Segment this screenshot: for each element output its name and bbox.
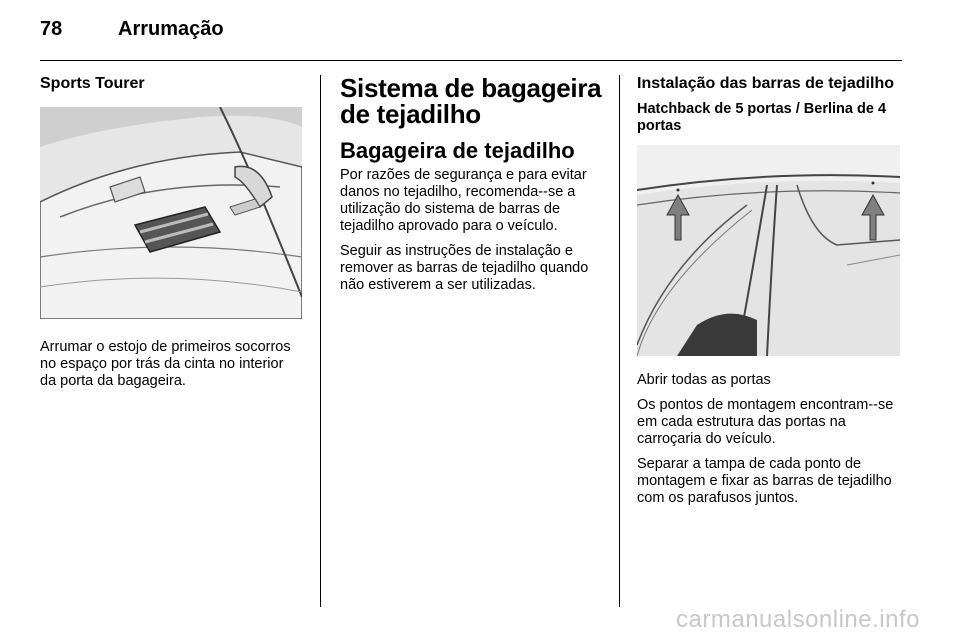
section-title: Arrumação <box>118 18 224 40</box>
roof-mount-illustration <box>637 145 900 356</box>
paragraph: Seguir as instruções de instalação e remover as barras de tejadilho quando não estiverem a ser utilizadas. <box>340 243 589 293</box>
model-subheading: Hatchback de 5 portas / Berlina de 4 portas <box>637 101 887 134</box>
caption-text: Arrumar o estojo de primeiros socorros no espaço por trás da cinta no interior da porta da bagageira. <box>40 339 291 389</box>
paragraph: Os pontos de montagem encontram--se em cada estrutura das portas na carroçaria do veículo. <box>637 397 894 447</box>
watermark-text: carmanualsonline.info <box>676 606 920 633</box>
paragraph: Separar a tampa de cada ponto de montagem e fixar as barras de tejadilho com os parafusos juntos. <box>637 456 892 506</box>
sports-tourer-heading: Sports Tourer <box>40 75 145 92</box>
paragraph: Por razões de segurança e para evitar danos no tejadilho, recomenda--se a utilização do sistema de barras de tejadilho aprovado para o veículo. <box>340 167 587 234</box>
column-middle <box>340 75 606 302</box>
paragraph: Abrir todas as portas <box>637 372 771 388</box>
page-number: 78 <box>40 18 63 40</box>
column-left <box>40 75 302 398</box>
subsection-heading: Bagageira de tejadilho <box>340 138 575 163</box>
section-heading: Sistema de bagageira de tejadilho <box>340 73 602 129</box>
column-divider <box>619 75 620 607</box>
trunk-lid-illustration <box>40 107 302 319</box>
column-right <box>637 75 902 515</box>
installation-heading: Instalação das barras de tejadilho <box>637 75 894 92</box>
column-divider <box>320 75 321 607</box>
page-header <box>40 18 902 61</box>
